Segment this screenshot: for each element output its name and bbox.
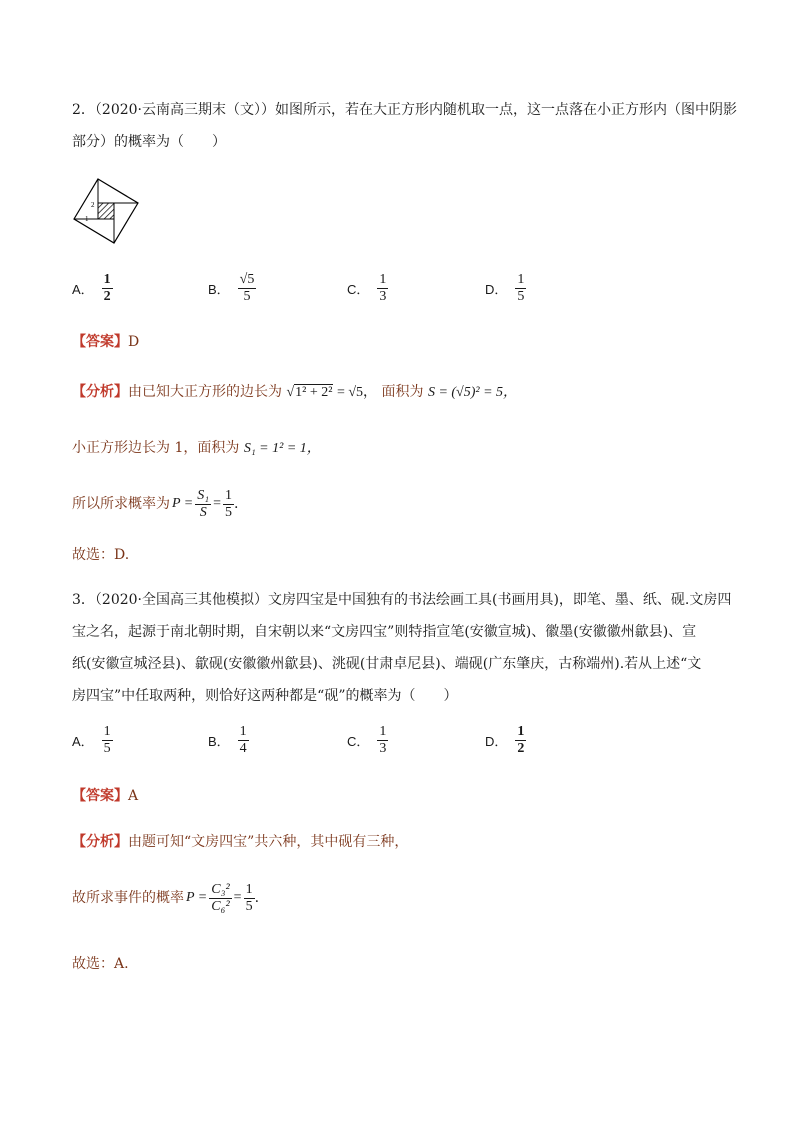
- q3-stem-line3: 纸(安徽宣城泾县)、歙砚(安徽徽州歙县)、洮砚(甘肃卓尼县)、端砚(广东肇庆，古称端州).若从上述“文: [72, 656, 702, 672]
- q2-conclusion: 故选：D.: [72, 547, 130, 563]
- q2-option-b-frac: $\frac{√5}{5}$: [239, 272, 255, 304]
- answer-tag: 【答案】: [72, 788, 128, 804]
- answer-tag: 【答案】: [72, 334, 128, 350]
- q3-analysis-line2: 故所求事件的概率 P = $\frac{\text{C₃²}}{\text{C₆²}}$ = $\frac{1}{5}$ .: [72, 881, 260, 914]
- q2-option-c-frac: $\frac{1}{3}$: [379, 272, 387, 304]
- q2-stem-line1: 2．（2020·云南高三期末（文））如图所示，若在大正方形内随机取一点，这一点落在小正方形内（图中阴影: [72, 102, 737, 118]
- q3-analysis-line1: 【分析】由题可知“文房四宝”共六种，其中砚有三种，: [72, 834, 409, 850]
- q2-stem-line2: 部分）的概率为（ ）: [72, 134, 226, 150]
- q2-option-d-frac: $\frac{1}{5}$: [517, 272, 525, 304]
- q2-option-b: B． $\frac{√5}{5}$: [208, 272, 255, 304]
- q3-conclusion: 故选：A.: [72, 956, 129, 972]
- q3-answer: [72, 786, 138, 806]
- q2-square-figure: [72, 177, 140, 245]
- answer-value: D: [128, 334, 140, 350]
- q3-option-c: C． $\frac{1}{3}$: [347, 724, 387, 756]
- q3-option-a: A． $\frac{1}{5}$: [72, 724, 111, 756]
- q3-option-d: D． $\frac{1}{2}$: [485, 724, 525, 756]
- q3-stem-line2: 宝之名，起源于南北朝时期，自宋朝以来“文房四宝”则特指宣笔(安徽宣城)、徽墨(安徽徽州歙县)、宣: [72, 624, 697, 640]
- q2-analysis-line3: 所以所求概率为 P = $\frac{\text{S₁}}{S}$ = $\frac{1}{5}$ .: [72, 487, 239, 520]
- q2-option-a-frac: $\frac{1}{2}$: [103, 272, 111, 304]
- analysis-tag: 【分析】: [72, 384, 128, 400]
- q2-answer: [72, 332, 139, 352]
- label-2: 2: [91, 201, 95, 209]
- q2-option-d: D． $\frac{1}{5}$: [485, 272, 525, 304]
- q3-stem-line4: 房四宝”中任取两种，则恰好这两种都是“砚”的概率为（ ）: [72, 688, 458, 704]
- label-1: 1: [85, 215, 89, 223]
- answer-value: A: [128, 788, 139, 804]
- q3-stem-line1: 3．（2020·全国高三其他模拟）文房四宝是中国独有的书法绘画工具(书画用具)，即笔、墨、纸、砚.文房四: [72, 592, 732, 608]
- q2-option-c: C． $\frac{1}{3}$: [347, 272, 387, 304]
- q2-analysis-line1: 【分析】由已知大正方形的边长为 √1² + 2² = √5， 面积为 S = (√5)² = 5，: [72, 384, 518, 400]
- q2-analysis-line2: 小正方形边长为 1，面积为 S₁ = 1² = 1，: [72, 440, 321, 456]
- analysis-tag: 【分析】: [72, 834, 128, 850]
- q3-option-b: B． $\frac{1}{4}$: [208, 724, 247, 756]
- q2-option-a: A． $\frac{1}{2}$: [72, 272, 111, 304]
- small-shaded-square: [98, 203, 114, 219]
